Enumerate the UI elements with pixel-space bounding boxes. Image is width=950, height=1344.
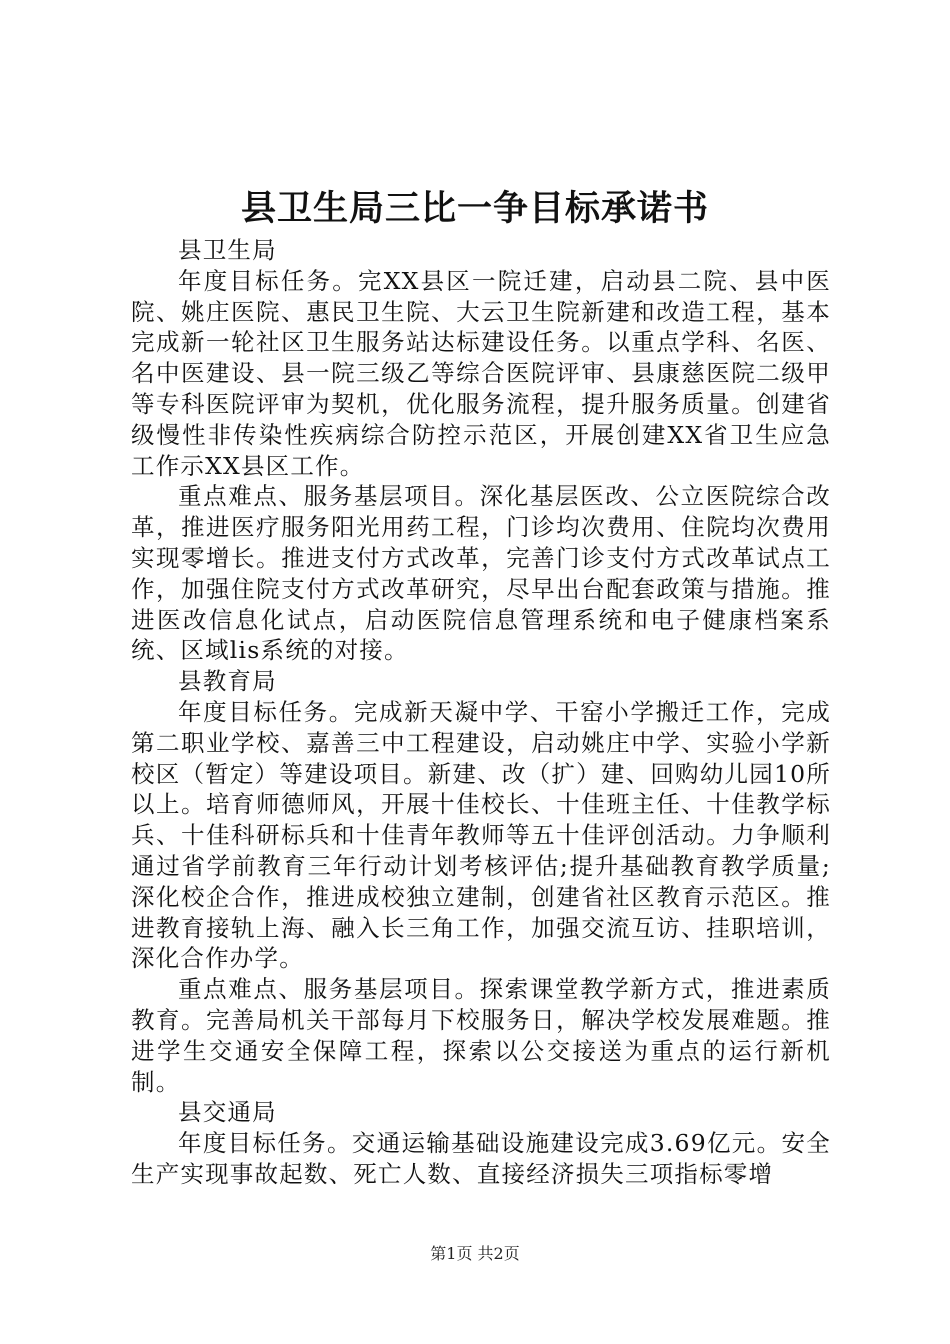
paragraph-education-annual-goals: 年度目标任务。完成新天凝中学、干窑小学搬迁工作，完成第二职业学校、嘉善三中工程建设，启动姚庄中学、实验小学新校区（暂定）等建设项目。新建、改（扩）建、回购幼儿园10所以上。培育师德师风，开展十佳校长、十佳班主任、十佳教学标兵、十佳科研标兵和十佳青年教师等五十佳评创活动。力争顺利通过省学前教育三年行动计划考核评估;提升基础教育教学质量;深化校企合作，推进成校独立建制，创建省社区教育示范区。推进教育接轨上海、融入长三角工作，加强交流互访、挂职培训，深化合作办学。 [131, 697, 831, 973]
paragraph-health-key-difficulties: 重点难点、服务基层项目。深化基层医改、公立医院综合改革，推进医疗服务阳光用药工程，门诊均次费用、住院均次费用实现零增长。推进支付方式改革，完善门诊支付方式改革试点工作，加强住院支付方式改革研究，尽早出台配套政策与措施。推进医改信息化试点，启动医院信息管理系统和电子健康档案系统、区域lis系统的对接。 [131, 482, 831, 665]
page-footer: 第1页 共2页 [430, 1244, 520, 1263]
paragraph-health-annual-goals: 年度目标任务。完XX县区一院迁建，启动县二院、县中医院、姚庄医院、惠民卫生院、大云卫生院新建和改造工程，基本完成新一轮社区卫生服务站达标建设任务。以重点学科、名医、名中医建设、县一院三级乙等综合医院评审、县康慈医院二级甲等专科医院评审为契机，优化服务流程，提升服务质量。创建省级慢性非传染性疾病综合防控示范区，开展创建XX省卫生应急工作示XX县区工作。 [131, 266, 831, 480]
paragraph-education-key-difficulties: 重点难点、服务基层项目。探索课堂教学新方式，推进素质教育。完善局机关干部每月下校服务日，解决学校发展难题。推进学生交通安全保障工程，探索以公交接送为重点的运行新机制。 [131, 975, 831, 1096]
section-heading-health-bureau: 县卫生局 [178, 236, 277, 264]
paragraph-transport-annual-goals: 年度目标任务。交通运输基础设施建设完成3.69亿元。安全生产实现事故起数、死亡人数、直接经济损失三项指标零增 [131, 1129, 831, 1188]
document-body [131, 235, 831, 1190]
section-heading-education-bureau: 县教育局 [178, 667, 277, 696]
document-title: 县卫生局三比一争目标承诺书 [240, 189, 709, 229]
section-heading-transport-bureau: 县交通局 [178, 1098, 277, 1127]
